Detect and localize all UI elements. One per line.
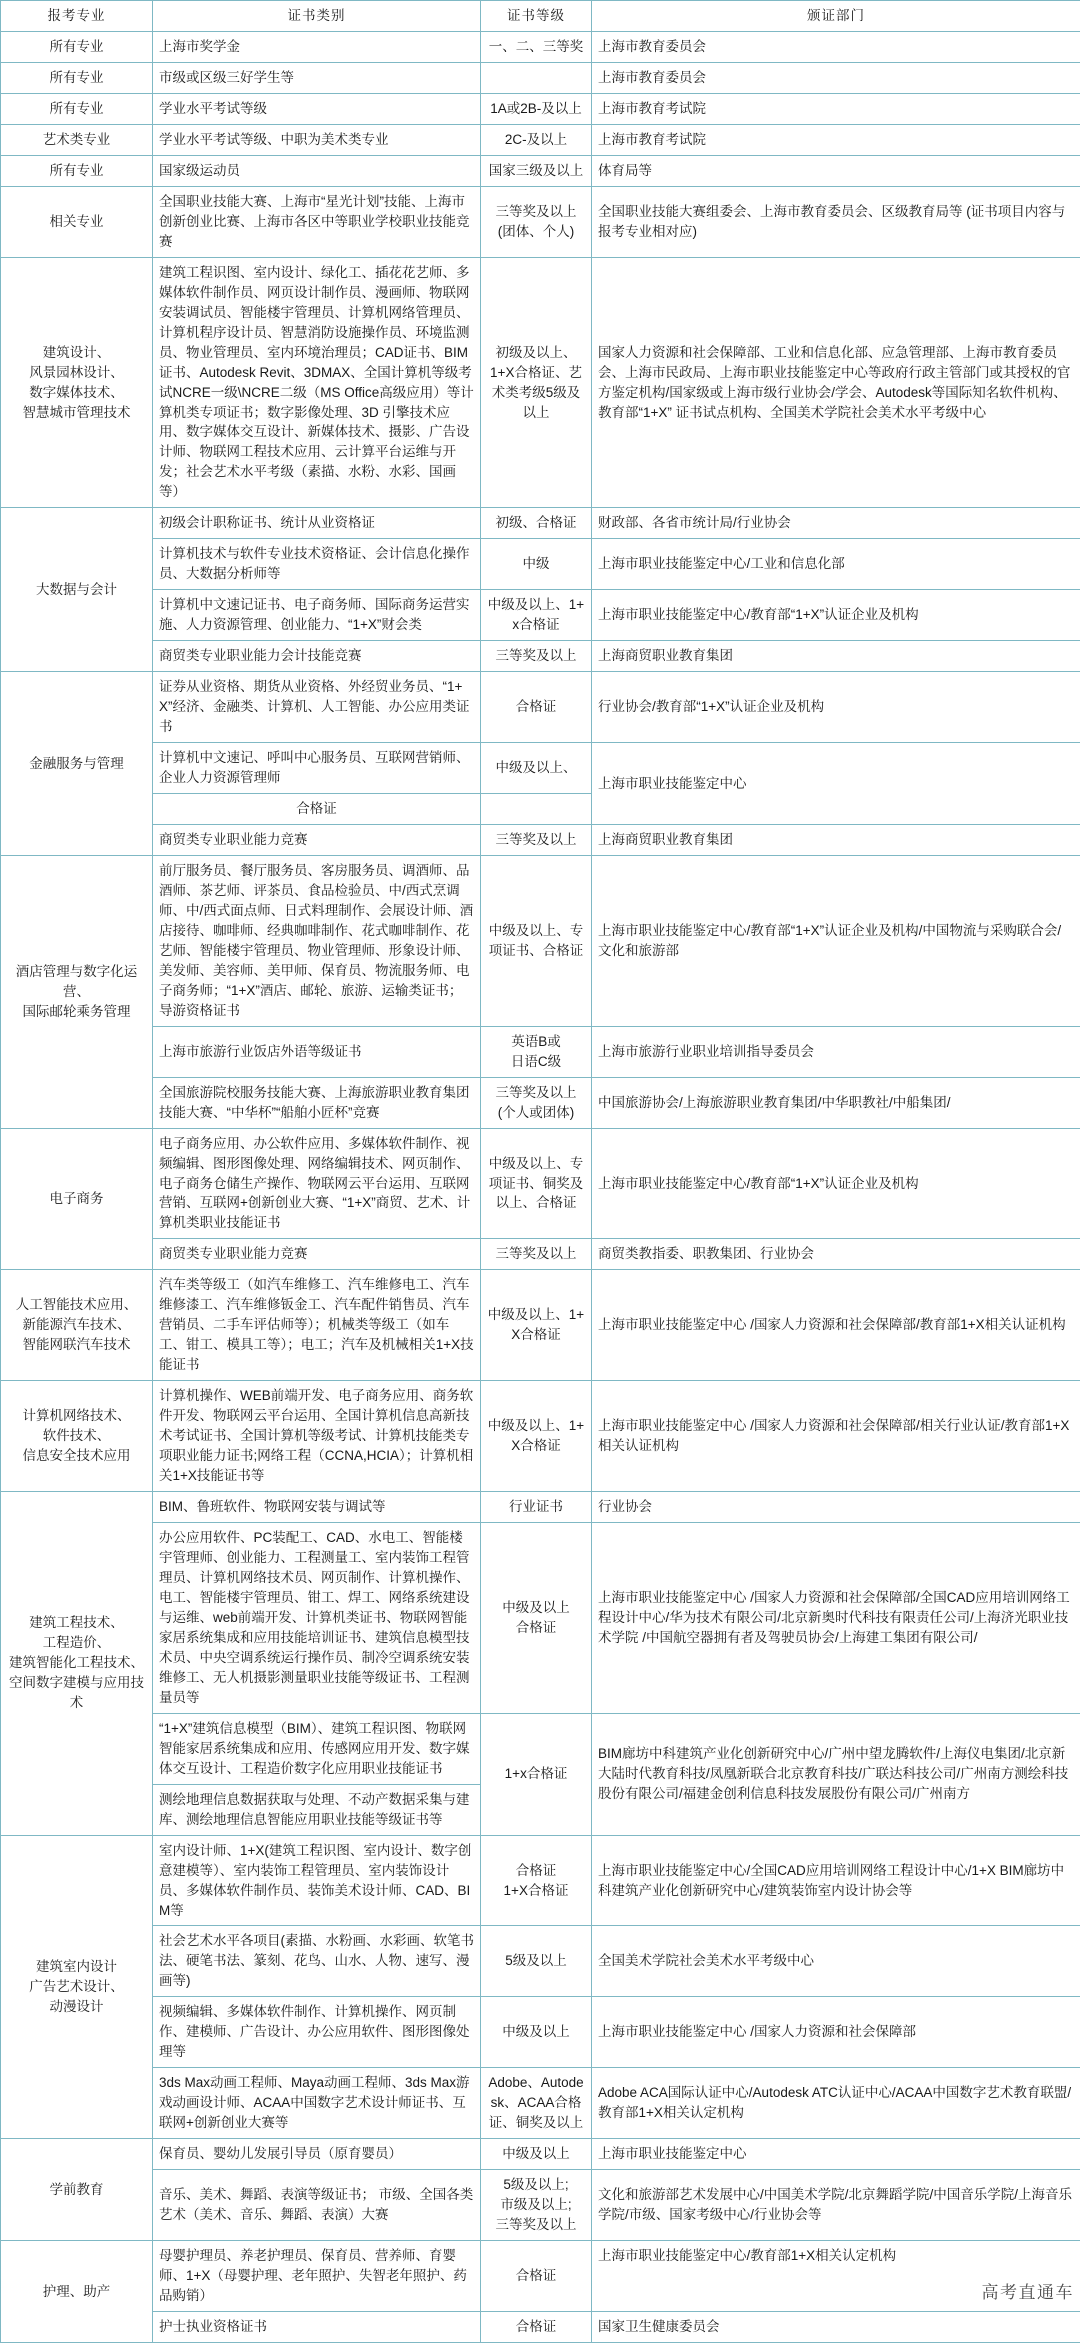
- table-row: [1, 186, 1080, 257]
- cell-department: [592, 672, 1080, 743]
- cell-department: [592, 31, 1080, 62]
- department-text: 上海市职业技能鉴定中心: [598, 2144, 1074, 2164]
- table-row: [1, 1523, 1080, 1714]
- cell-grade: 中级及以上、专项证书、合格证: [481, 855, 592, 1026]
- cell-department: [592, 590, 1080, 641]
- cell-grade: 合格证: [481, 2311, 592, 2342]
- cell-certificate: “1+X”建筑信息模型（BIM）、建筑工程识图、物联网智能家居系统集成和应用、传感网应用开发、数字媒体交互设计、工程造价数字化应用职业技能证书: [153, 1713, 481, 1784]
- cell-certificate: 社会艺术水平各项目(素描、水粉画、水彩画、软笔书法、硬笔书法、篆刻、花鸟、山水、人物、速写、漫画等): [153, 1926, 481, 1997]
- table-body: [1, 31, 1080, 2342]
- cell-certificate: 商贸类专业职业能力会计技能竞赛: [153, 641, 481, 672]
- cell-certificate: 音乐、美术、舞蹈、表演等级证书； 市级、全国各类艺术（美术、音乐、舞蹈、表演）大赛: [153, 2170, 481, 2241]
- department-text: 财政部、各省市统计局/行业协会: [598, 513, 1074, 533]
- department-text: 上海市职业技能鉴定中心: [598, 774, 1074, 794]
- department-text: 文化和旅游部艺术发展中心/中国美术学院/北京舞蹈学院/中国音乐学院/上海音乐学院/市级、国家考级中心/行业协会等: [598, 2185, 1074, 2225]
- table-header-row: [1, 1, 1080, 32]
- cell-department: [592, 62, 1080, 93]
- table-row: [1, 2170, 1080, 2241]
- cell-grade: 三等奖及以上: [481, 824, 592, 855]
- department-text: 上海商贸职业教育集团: [598, 830, 1074, 850]
- table-row: [1, 1077, 1080, 1128]
- cell-grade: 中级及以上 合格证: [481, 1523, 592, 1714]
- cell-major: 护理、助产: [1, 2241, 153, 2343]
- cell-certificate: 全国旅游院校服务技能大赛、上海旅游职业教育集团技能大赛、“中华杯”“船舶小匠杯”竞赛: [153, 1077, 481, 1128]
- cell-grade: 5级及以上; 市级及以上; 三等奖及以上: [481, 2170, 592, 2241]
- cell-department: [592, 2068, 1080, 2139]
- cell-major: 所有专业: [1, 93, 153, 124]
- cell-grade: 中级及以上、专项证书、铜奖及以上、合格证: [481, 1128, 592, 1239]
- cell-major: 建筑室内设计 广告艺术设计、 动漫设计: [1, 1835, 153, 2139]
- cell-certificate: 学业水平考试等级、中职为美术类专业: [153, 124, 481, 155]
- department-text: 上海市教育考试院: [598, 99, 1074, 119]
- cell-department: [592, 124, 1080, 155]
- cell-grade: 一、二、三等奖: [481, 31, 592, 62]
- cell-major: 所有专业: [1, 31, 153, 62]
- cell-certificate: 汽车类等级工（如汽车维修工、汽车维修电工、汽车维修漆工、汽车维修钣金工、汽车配件销售员、汽车营销员、二手车评估师等）；机械类等级工（如车工、钳工、模具工等）；电工；汽车及机械相关1+X技能证书: [153, 1270, 481, 1381]
- cell-department: [592, 1523, 1080, 1714]
- table-row: [1, 2241, 1080, 2312]
- department-text: 上海市职业技能鉴定中心/工业和信息化部: [598, 554, 1074, 574]
- cell-department: [592, 1026, 1080, 1077]
- department-text: 上海市教育委员会: [598, 37, 1074, 57]
- department-text: 国家人力资源和社会保障部、工业和信息化部、应急管理部、上海市教育委员会、上海市民政局、上海市职业技能鉴定中心等政府行政主管部门或其授权的官方鉴定机构/国家级或上海市级行业协会/学会、Autodesk等国际知名软件机构、教育部“1+X” 证书试点机构、全国美术学院社会美术水平考级中心: [598, 343, 1074, 423]
- table-row: [1, 1381, 1080, 1492]
- table-row: [1, 508, 1080, 539]
- department-text: 国家卫生健康委员会: [598, 2317, 1074, 2337]
- table-row: [1, 1997, 1080, 2068]
- cell-department: [592, 1128, 1080, 1239]
- department-text: 上海市职业技能鉴定中心 /国家人力资源和社会保障部/教育部1+X相关认证机构: [598, 1315, 1074, 1335]
- table-row: [1, 1835, 1080, 1926]
- cell-certificate: 计算机中文速记证书、电子商务师、国际商务运营实施、人力资源管理、创业能力、“1+X”财会类: [153, 590, 481, 641]
- cell-certificate: 办公应用软件、PC装配工、CAD、水电工、智能楼宇管理师、创业能力、工程测量工、室内装饰工程管理员、计算机网络技术员、网页制作、计算机操作、电工、智能楼宇管理员、钳工、焊工、网络系统建设与运维、web前端开发、计算机类证书、物联网智能家居系统集成和应用技能培训证书、建筑信息模型技术员、中央空调系统运行操作员、制冷空调系统安装维修工、无人机摄影测量职业技能等级证书、工程测量员等: [153, 1523, 481, 1714]
- table-row: [1, 824, 1080, 855]
- cell-certificate: 护士执业资格证书: [153, 2311, 481, 2342]
- department-text: BIM廊坊中科建筑产业化创新研究中心/广州中望龙腾软件/上海仪电集团/北京新大陆时代教育科技/凤凰新联合北京教育科技/广联达科技公司/广州南方测绘科技股份有限公司/福建金创利信息科技发展股份有限公司/广州南方: [598, 1744, 1074, 1804]
- cell-grade: 中级及以上: [481, 1997, 592, 2068]
- department-text: 上海市教育委员会: [598, 68, 1074, 88]
- cell-grade: 中级及以上: [481, 2139, 592, 2170]
- cell-department: [592, 824, 1080, 855]
- cell-department: [592, 2241, 1080, 2312]
- header-issuing-dept: 颁证部门: [592, 1, 1080, 32]
- table-row: [1, 1128, 1080, 1239]
- department-text: 上海市职业技能鉴定中心/教育部“1+X”认证企业及机构/中国物流与采购联合会/文化和旅游部: [598, 921, 1074, 961]
- table-row: [1, 1926, 1080, 1997]
- cell-major: 建筑工程技术、 工程造价、 建筑智能化工程技术、 空间数字建模与应用技术: [1, 1492, 153, 1836]
- cell-department: [592, 1381, 1080, 1492]
- cell-certificate: 上海市奖学金: [153, 31, 481, 62]
- department-text: 体育局等: [598, 161, 1074, 181]
- cell-grade: 合格证 1+X合格证: [481, 1835, 592, 1926]
- cell-major: 计算机网络技术、 软件技术、 信息安全技术应用: [1, 1381, 153, 1492]
- cell-department: [592, 1239, 1080, 1270]
- cell-grade: 三等奖及以上: [481, 1239, 592, 1270]
- department-text: 上海市职业技能鉴定中心 /国家人力资源和社会保障部/相关行业认证/教育部1+X相关认证机构: [598, 1416, 1074, 1456]
- department-text: 上海市职业技能鉴定中心/教育部1+X相关认定机构: [598, 2246, 1074, 2266]
- cell-department: [592, 257, 1080, 508]
- cell-certificate: 商贸类专业职业能力竞赛: [153, 1239, 481, 1270]
- cell-grade: 中级及以上、1+x合格证: [481, 590, 592, 641]
- table-row: [1, 31, 1080, 62]
- department-text: 商贸类教指委、职教集团、行业协会: [598, 1244, 1074, 1264]
- department-text: 上海市职业技能鉴定中心 /国家人力资源和社会保障部: [598, 2022, 1074, 2042]
- cell-department: [592, 93, 1080, 124]
- cell-grade: 2C-及以上: [481, 124, 592, 155]
- table-row: [1, 2139, 1080, 2170]
- table-row: [1, 1239, 1080, 1270]
- cell-grade: 1A或2B-及以上: [481, 93, 592, 124]
- cell-certificate: 计算机操作、WEB前端开发、电子商务应用、商务软件开发、物联网云平台运用、全国计算机信息高新技术考试证书、全国计算机等级考试、计算机技能类专项职业能力证书;网络工程（CCNA,HCIA）；计算机相关1+X技能证书等: [153, 1381, 481, 1492]
- cell-department: [592, 508, 1080, 539]
- cell-certificate: 室内设计师、1+X(建筑工程识图、室内设计、数字创意建模等）、室内装饰工程管理员、室内装饰设计员、多媒体软件制作员、装饰美术设计师、CAD、BIM等: [153, 1835, 481, 1926]
- table-row: [1, 2068, 1080, 2139]
- cell-grade: 三等奖及以上: [481, 641, 592, 672]
- cell-grade: 1+x合格证: [481, 1713, 592, 1835]
- table-row: [1, 2311, 1080, 2342]
- cell-grade: 中级及以上、: [481, 743, 592, 794]
- table-row: [1, 743, 1080, 794]
- cell-department: [592, 186, 1080, 257]
- cell-certificate: 商贸类专业职业能力竞赛: [153, 824, 481, 855]
- cell-department: [592, 2139, 1080, 2170]
- header-cert-category: 证书类别: [153, 1, 481, 32]
- cell-grade: 中级及以上、1+X合格证: [481, 1381, 592, 1492]
- cell-certificate: 国家级运动员: [153, 155, 481, 186]
- cell-major: 艺术类专业: [1, 124, 153, 155]
- table-row: [1, 62, 1080, 93]
- cell-department: [592, 743, 1080, 825]
- department-text: 全国美术学院社会美术水平考级中心: [598, 1951, 1074, 1971]
- department-text: 行业协会/教育部“1+X”认证企业及机构: [598, 697, 1074, 717]
- cell-certificate: 计算机中文速记、呼叫中心服务员、互联网营销师、企业人力资源管理师: [153, 743, 481, 794]
- cell-grade: Adobe、Autodesk、ACAA合格证、铜奖及以上: [481, 2068, 592, 2139]
- table-row: [1, 590, 1080, 641]
- header-major: 报考专业: [1, 1, 153, 32]
- cell-major: 相关专业: [1, 186, 153, 257]
- cell-certificate: 全国职业技能大赛、上海市“星光计划”技能、上海市创新创业比赛、上海市各区中等职业学校职业技能竞赛: [153, 186, 481, 257]
- cell-major: 大数据与会计: [1, 508, 153, 672]
- cell-department: [592, 1926, 1080, 1997]
- cell-department: [592, 1713, 1080, 1835]
- cell-grade: [481, 62, 592, 93]
- cell-certificate: 上海市旅游行业饭店外语等级证书: [153, 1026, 481, 1077]
- table-row: [1, 1270, 1080, 1381]
- cell-grade: 初级、合格证: [481, 508, 592, 539]
- cell-grade: 国家三级及以上: [481, 155, 592, 186]
- cell-department: [481, 794, 592, 825]
- cell-certificate: BIM、鲁班软件、物联网安装与调试等: [153, 1492, 481, 1523]
- cell-grade: 合格证: [481, 2241, 592, 2312]
- department-text: 上海市职业技能鉴定中心/教育部“1+X”认证企业及机构: [598, 605, 1074, 625]
- cell-grade: 英语B或 日语C级: [481, 1026, 592, 1077]
- department-text: 上海市职业技能鉴定中心 /国家人力资源和社会保障部/全国CAD应用培训网络工程设计中心/华为技术有限公司/北京新奥时代科技有限责任公司/上海济光职业技术学院 /中国航空器拥有者及驾驶员协会/上海建工集团有限公司/: [598, 1588, 1074, 1648]
- cell-certificate: 3ds Max动画工程师、Maya动画工程师、3ds Max游戏动画设计师、ACAA中国数字艺术设计师证书、互联网+创新创业大赛等: [153, 2068, 481, 2139]
- table-row: [1, 1492, 1080, 1523]
- cell-major: 金融服务与管理: [1, 672, 153, 856]
- department-text: 上海市职业技能鉴定中心/全国CAD应用培训网络工程设计中心/1+X BIM廊坊中科建筑产业化创新研究中心/建筑装饰室内设计协会等: [598, 1861, 1074, 1901]
- cell-major: 电子商务: [1, 1128, 153, 1270]
- cell-certificate: 测绘地理信息数据获取与处理、不动产数据采集与建库、测绘地理信息智能应用职业技能等级证书等: [153, 1784, 481, 1835]
- table-row: [1, 1713, 1080, 1784]
- cell-department: [592, 1997, 1080, 2068]
- cell-department: [592, 641, 1080, 672]
- cell-certificate: 证券从业资格、期货从业资格、外经贸业务员、“1+X”经济、金融类、计算机、人工智能、办公应用类证书: [153, 672, 481, 743]
- cell-certificate: 电子商务应用、办公软件应用、多媒体软件制作、视频编辑、图形图像处理、网络编辑技术、网页制作、电子商务仓储生产操作、物联网云平台运用、互联网营销、互联网+创新创业大赛、“1+X”商贸、艺术、计算机类职业技能证书: [153, 1128, 481, 1239]
- department-text: 上海市旅游行业职业培训指导委员会: [598, 1042, 1074, 1062]
- cell-major: 学前教育: [1, 2139, 153, 2241]
- cell-certificate: 建筑工程识图、室内设计、绿化工、插花花艺师、多媒体软件制作员、网页设计制作员、漫画师、物联网安装调试员、智能楼宇管理员、计算机网络管理员、计算机程序设计员、智慧消防设施操作员、环境监测员、物业管理员、室内环境治理员；CAD证书、BIM证书、Autodesk Revit、3DMAX、全国计算机等级考试NCRE一级\NCRE二级（MS Office高级应用）等计算机类专项证书；数字影像处理、3D 引擎技术应用、数字媒体交互设计、新媒体技术、摄影、广告设计师、物联网工程技术应用、云计算平台运维与开发；社会艺术水平考级（素描、水粉、水彩、国画等）: [153, 257, 481, 508]
- cell-department: [592, 155, 1080, 186]
- cell-certificate: 学业水平考试等级: [153, 93, 481, 124]
- cell-grade: 三等奖及以上(团体、个人): [481, 186, 592, 257]
- department-text: 中国旅游协会/上海旅游职业教育集团/中华职教社/中船集团/: [598, 1093, 1074, 1113]
- cell-certificate: 初级会计职称证书、统计从业资格证: [153, 508, 481, 539]
- cell-department: [592, 539, 1080, 590]
- cell-major: 所有专业: [1, 155, 153, 186]
- cell-certificate: 计算机技术与软件专业技术资格证、会计信息化操作员、大数据分析师等: [153, 539, 481, 590]
- cell-department: [592, 1270, 1080, 1381]
- department-text: 上海市职业技能鉴定中心/教育部“1+X”认证企业及机构: [598, 1174, 1074, 1194]
- table-row: [1, 257, 1080, 508]
- cell-major: 所有专业: [1, 62, 153, 93]
- cell-department: [592, 1835, 1080, 1926]
- department-text: 全国职业技能大赛组委会、上海市教育委员会、区级教育局等 (证书项目内容与报考专业相对应): [598, 202, 1074, 242]
- cell-department: [592, 2311, 1080, 2342]
- cell-department: [592, 855, 1080, 1026]
- cell-major: 建筑设计、 风景园林设计、 数字媒体技术、 智慧城市管理技术: [1, 257, 153, 508]
- department-text: 上海商贸职业教育集团: [598, 646, 1074, 666]
- cell-department: [592, 1492, 1080, 1523]
- cell-grade: 中级: [481, 539, 592, 590]
- department-text: 行业协会: [598, 1497, 1074, 1517]
- cell-major: 酒店管理与数字化运营、 国际邮轮乘务管理: [1, 855, 153, 1128]
- department-text: Adobe ACA国际认证中心/Autodesk ATC认证中心/ACAA中国数字艺术教育联盟/教育部1+X相关认定机构: [598, 2083, 1074, 2123]
- table-row: [1, 672, 1080, 743]
- table-row: [1, 124, 1080, 155]
- cell-grade: 中级及以上、1+X合格证: [481, 1270, 592, 1381]
- cell-major: 人工智能技术应用、 新能源汽车技术、 智能网联汽车技术: [1, 1270, 153, 1381]
- cell-certificate: 母婴护理员、养老护理员、保育员、营养师、育婴师、1+X（母婴护理、老年照护、失智老年照护、药品购销）: [153, 2241, 481, 2312]
- table-row: [1, 93, 1080, 124]
- cell-department: [592, 1077, 1080, 1128]
- cell-grade: 三等奖及以上 (个人或团体): [481, 1077, 592, 1128]
- cell-department: [592, 2170, 1080, 2241]
- cell-grade: 合格证: [153, 794, 481, 825]
- header-cert-grade: 证书等级: [481, 1, 592, 32]
- table-row: [1, 539, 1080, 590]
- cell-grade: 合格证: [481, 672, 592, 743]
- table-row: [1, 1026, 1080, 1077]
- table-row: [1, 155, 1080, 186]
- department-text: 上海市教育考试院: [598, 130, 1074, 150]
- cell-grade: 5级及以上: [481, 1926, 592, 1997]
- cell-grade: 行业证书: [481, 1492, 592, 1523]
- table-row: [1, 641, 1080, 672]
- cell-grade: 初级及以上、 1+X合格证、艺术类考级5级及以上: [481, 257, 592, 508]
- cell-certificate: 前厅服务员、餐厅服务员、客房服务员、调酒师、品酒师、茶艺师、评茶员、食品检验员、中/西式烹调师、中/西式面点师、日式料理制作、会展设计师、酒店接待、咖啡师、经典咖啡制作、花式咖啡制作、花艺师、智能楼宇管理员、物业管理师、形象设计师、美发师、美容师、美甲师、保育员、物流服务师、电子商务师；“1+X”酒店、邮轮、旅游、运输类证书；导游资格证书: [153, 855, 481, 1026]
- table-row: [1, 855, 1080, 1026]
- watermark-label: 高考直通车: [982, 2280, 1075, 2305]
- cell-certificate: 视频编辑、多媒体软件制作、计算机操作、网页制作、建模师、广告设计、办公应用软件、图形图像处理等: [153, 1997, 481, 2068]
- cell-certificate: 保育员、婴幼儿发展引导员（原育婴员）: [153, 2139, 481, 2170]
- cell-certificate: 市级或区级三好学生等: [153, 62, 481, 93]
